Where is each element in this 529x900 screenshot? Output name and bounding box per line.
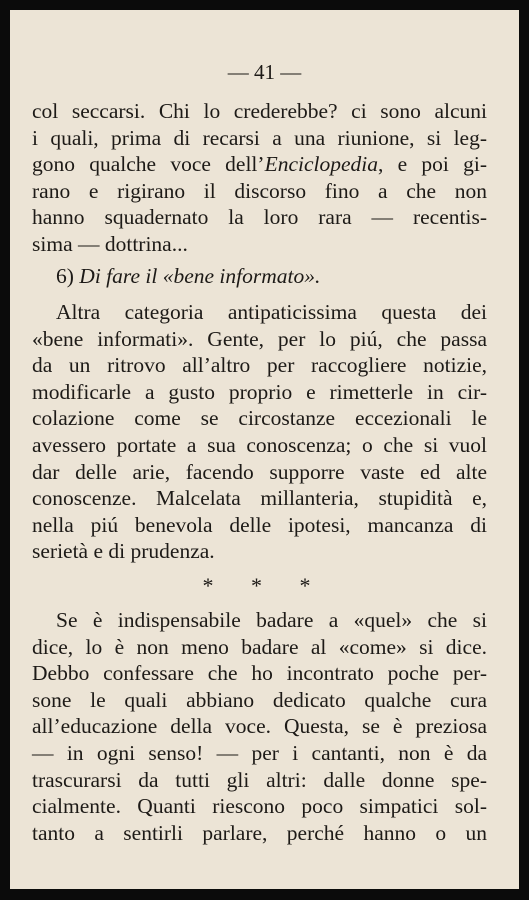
text-line: colazione come se circostanze eccezionali le <box>32 406 487 431</box>
text-line: conoscenze. Malcelata millanteria, stupidità e, <box>32 486 487 511</box>
text-line: hanno squadernato la loro rara — recentis- <box>32 205 487 230</box>
text-line: cialmente. Quanti riescono poco simpatici sol- <box>32 794 487 819</box>
text-line: i quali, prima di recarsi a una riunione, si leg- <box>32 125 487 150</box>
text-line: nella piú benevola delle ipotesi, mancanza di <box>32 512 487 537</box>
text-line: rano e rigirano il discorso fino a che non <box>32 178 487 203</box>
text-line: dar delle arie, facendo supporre vaste ed alte <box>32 459 487 484</box>
text-line: Altra categoria antipaticissima questa dei <box>56 300 487 324</box>
book-page <box>10 10 519 889</box>
text-line: sone le quali abbiano dedicato qualche cura <box>32 687 487 712</box>
paragraph-2 <box>32 299 487 565</box>
text-line: Se è indispensabile badare a «quel» che si <box>56 608 487 632</box>
text-line: serietà e di prudenza. <box>32 539 215 564</box>
paragraph-1 <box>32 98 487 258</box>
text-line <box>32 151 487 178</box>
text-line: sima — dottrina... <box>32 231 188 256</box>
text-line: all’educazione della voce. Questa, se è preziosa <box>32 714 487 739</box>
paragraph-3 <box>32 607 487 846</box>
section-separator: * * * <box>202 573 327 598</box>
section-title: Di fare il «bene informato». <box>79 264 321 288</box>
text-line: Debbo confessare che ho incontrato poche per- <box>32 661 487 686</box>
text-line: avessero portate a sua conoscenza; o che si vuol <box>32 432 487 457</box>
page-number: — 41 — <box>227 60 302 84</box>
text-fragment: , e poi gi- <box>378 152 487 177</box>
text-line: trascurarsi da tutti gli altri: dalle donne spe- <box>32 767 487 792</box>
text-line: modificarle a gusto proprio e rimetterle in cir- <box>32 379 487 404</box>
section-heading <box>56 264 320 289</box>
text-line: da un ritrovo all’altro per raccogliere notizie, <box>32 353 487 378</box>
text-line: dice, lo è non meno badare al «come» si dice. <box>32 634 487 659</box>
text-line: — in ogni senso! — per i cantanti, non è da <box>32 740 487 765</box>
text-fragment: gono qualche voce dell’ <box>32 152 265 177</box>
text-line: tanto a sentirli parlare, perché hanno o un <box>32 820 487 845</box>
encyclopedia-title: Enciclopedia <box>264 152 378 177</box>
text-line: «bene informati». Gente, per lo piú, che passa <box>32 326 487 351</box>
text-line: col seccarsi. Chi lo crederebbe? ci sono alcuni <box>32 99 487 123</box>
section-number: 6) <box>56 264 74 288</box>
